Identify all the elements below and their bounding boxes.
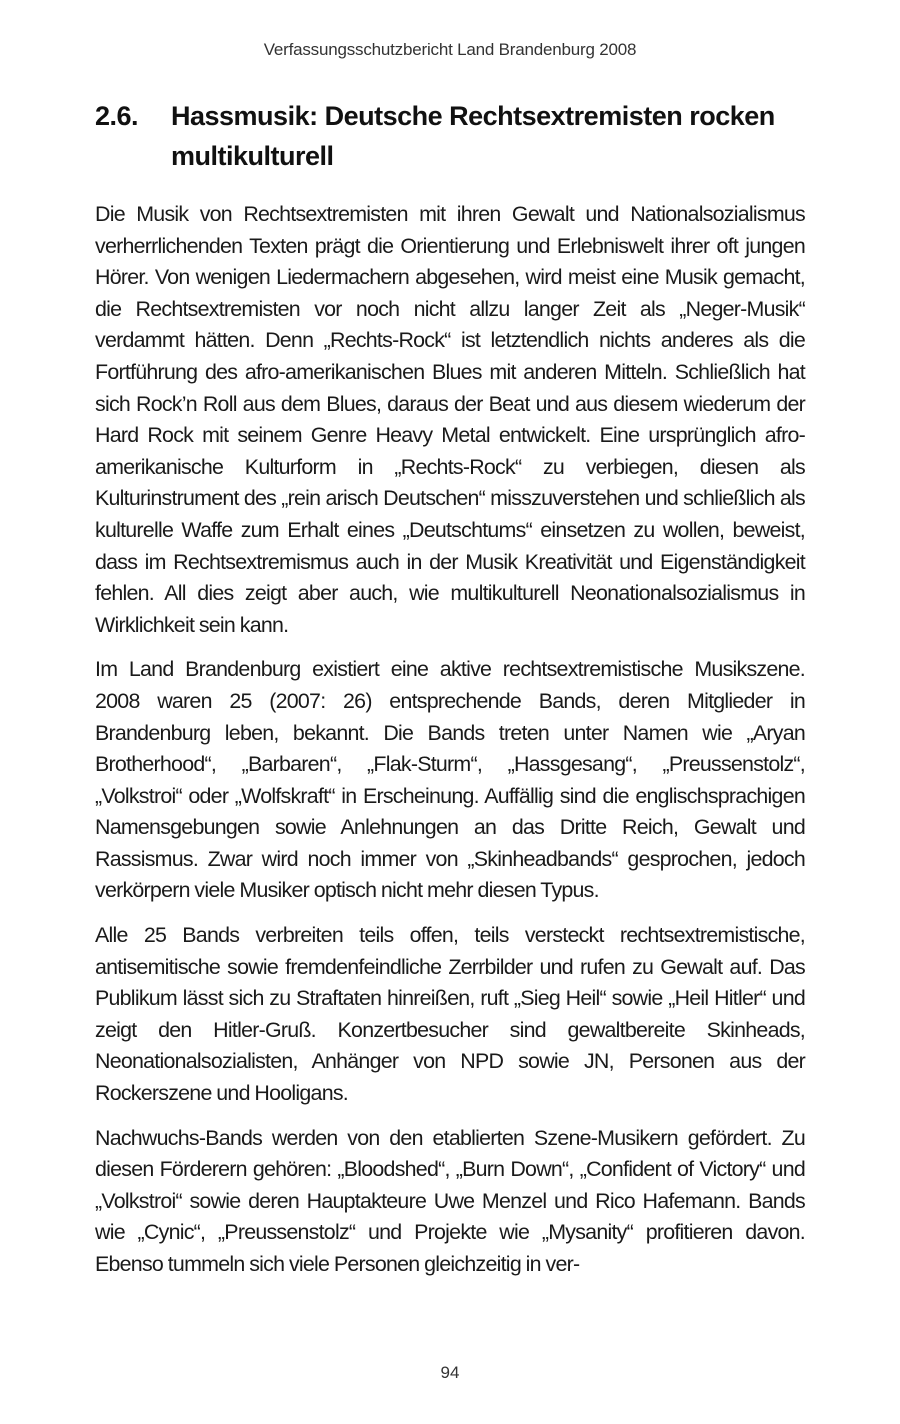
paragraph-4: Nachwuchs-Bands werden von den etablierten Szene-Musikern gefördert. Zu diesen Förderern gehören: „Bloodshed“, „Burn Down“, „Confident of Victory“ und „Volkstroi“ sowie deren Hauptakteure Uwe Menzel und Rico Hafemann. Bands wie „Cynic“, „Preussenstolz“ und Projekte wie „Mysanity“ profitieren davon. Ebenso tummeln sich viele Personen gleichzeitig in ver- xyxy=(95,1125,805,1276)
section-title-line1: Hassmusik: Deutsche Rechtsextremisten rocken xyxy=(171,101,775,131)
body-text xyxy=(95,199,805,1294)
section-title-line2: multikulturell xyxy=(171,141,334,171)
page-number: 94 xyxy=(440,1363,460,1382)
paragraph-2: Im Land Brandenburg existiert eine aktive rechtsextremistische Musikszene. 2008 waren 25 (2007: 26) entsprechende Bands, deren Mitglieder in Brandenburg leben, bekannt. Die Bands treten unter Namen wie „Aryan Brotherhood“, „Barbaren“, „Flak-Sturm“, „Hassgesang“, „Preussenstolz“, „Volkstroi“ oder „Wolfskraft“ in Erscheinung. Auffällig sind die englischsprachigen Namensgebungen sowie Anlehnungen an das Dritte Reich, Gewalt und Rassismus. Zwar wird noch immer von „Skinheadbands“ gesprochen, jedoch verkörpern viele Musiker optisch nicht mehr diesen Typus. xyxy=(95,657,805,903)
section-heading xyxy=(95,96,807,176)
paragraph-1: Die Musik von Rechtsextremisten mit ihren Gewalt und Nationalsozialismus verherrlichenden Texten prägt die Orientierung und Erlebniswelt ihrer oft jungen Hörer. Von wenigen Liedermachern abgesehen, wird meist eine Musik gemacht, die Rechtsextremisten vor noch nicht allzu langer Zeit als „Neger-Musik“ verdammt hätten. Denn „Rechts-Rock“ ist letztendlich nichts anderes als die Fortführung des afro-amerikanischen Blues mit anderen Mitteln. Schließlich hat sich Rock’n Roll aus dem Blues, daraus der Beat und aus diesem wiederum der Hard Rock mit seinem Genre Heavy Metal entwickelt. Eine ursprünglich afro-amerikanische Kulturform in „Rechts-Rock“ zu verbiegen, diesen als Kulturinstrument des „rein arisch Deutschen“ misszuverstehen und schließlich als kulturelle Waffe zum Erhalt eines „Deutschtums“ einsetzen zu wollen, beweist, dass im Rechtsextremismus auch in der Musik Kreativität und Eigenständigkeit fehlen. All dies zeigt aber auch, wie multikulturell Neonationalsozialismus in Wirklichkeit sein kann. xyxy=(95,202,805,637)
paragraph-3: Alle 25 Bands verbreiten teils offen, teils versteckt rechtsextremistische, antisemitische sowie fremdenfeindliche Zerrbilder und rufen zu Gewalt auf. Das Publikum lässt sich zu Straftaten hinreißen, ruft „Sieg Heil“ sowie „Heil Hitler“ und zeigt den Hitler-Gruß. Konzertbesucher sind gewaltbereite Skinheads, Neonationalsozialisten, Anhänger von NPD sowie JN, Personen aus der Rockerszene und Hooligans. xyxy=(95,923,805,1106)
section-number: 2.6. xyxy=(95,101,139,131)
running-header: Verfassungsschutzbericht Land Brandenburg 2008 xyxy=(263,40,637,59)
